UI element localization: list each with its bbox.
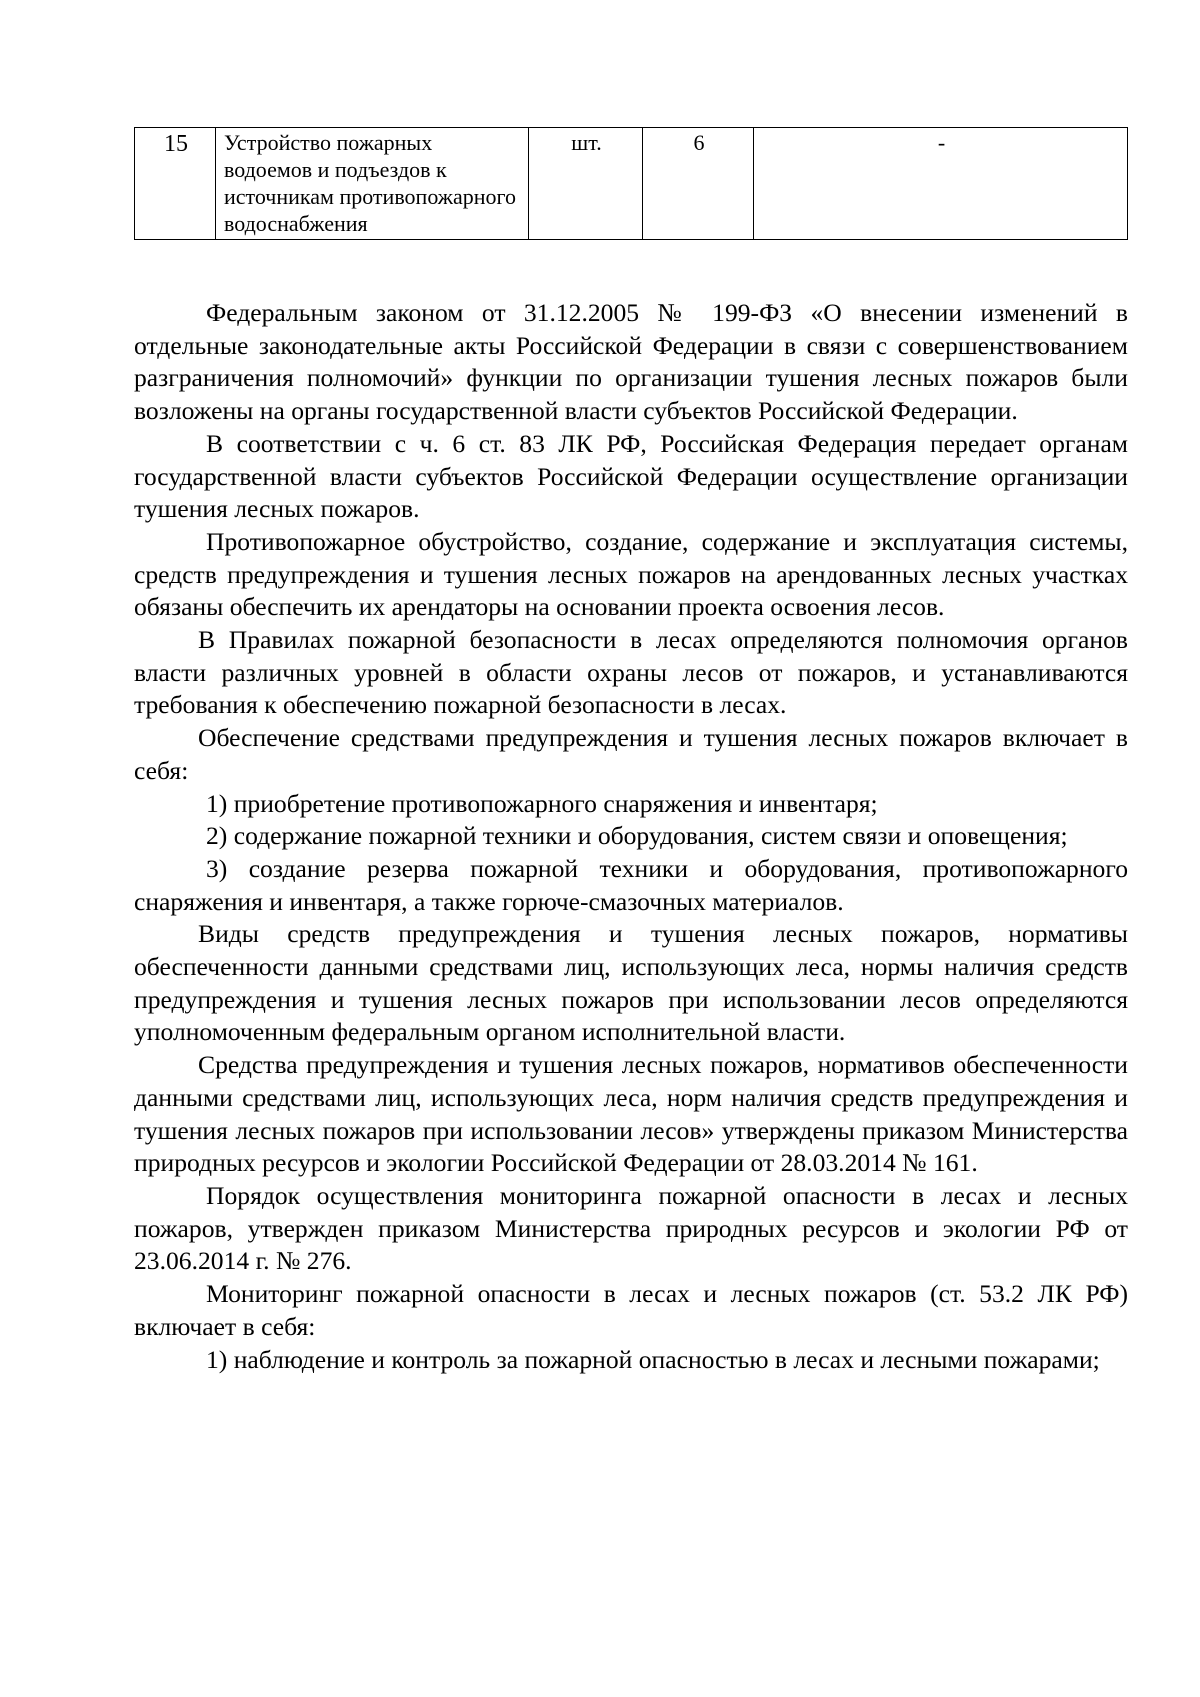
paragraph: Порядок осуществления мониторинга пожарной опасности в лесах и лесных пожаров, утвержден приказом Министерства природных ресурсов и экологии РФ от 23.06.2014 г. № 276. — [134, 1180, 1128, 1276]
paragraph: Виды средств предупреждения и тушения лесных пожаров, нормативы обеспеченности данными средствами лиц, использующих леса, нормы наличия средств предупреждения и тушения лесных пожаров при использовании лесов определяются уполномоченным федеральным органом исполнительной власти. — [134, 919, 1128, 1047]
works-table — [134, 127, 1128, 240]
work-name-cell: Устройство пожарных водоемов и подъездов к источникам противопожарного водоснабжения — [216, 128, 529, 240]
note-cell: - — [754, 128, 1128, 240]
list-item: 2) содержание пожарной техники и оборудования, систем связи и оповещения; — [206, 821, 1068, 851]
list-item: 1) наблюдение и контроль за пожарной опасностью в лесах и лесными пожарами; — [206, 1344, 1100, 1374]
unit-cell: шт. — [529, 128, 643, 240]
body-text — [134, 297, 1128, 1376]
quantity-cell: 6 — [643, 128, 754, 240]
paragraph: Средства предупреждения и тушения лесных пожаров, нормативов обеспеченности данными средствами лиц, использующих леса, норм наличия средств предупреждения и тушения лесных пожаров при использовании лесов» утверждены приказом Министерства природных ресурсов и экологии Российской Федерации от 28.03.2014 № 161. — [134, 1050, 1128, 1178]
paragraph: Противопожарное обустройство, создание, содержание и эксплуатация системы, средств предупреждения и тушения лесных пожаров на арендованных лесных участках обязаны обеспечить их арендаторы на основании проекта освоения лесов. — [134, 526, 1128, 622]
paragraph: В Правилах пожарной безопасности в лесах определяются полномочия органов власти различных уровней в области охраны лесов от пожаров, и устанавливаются требования к обеспечению пожарной безопасности в лесах. — [134, 625, 1128, 720]
list-item: 3) создание резерва пожарной техники и оборудования, противопожарного снаряжения и инвентаря, а также горюче-смазочных материалов. — [134, 853, 1128, 916]
paragraph: Мониторинг пожарной опасности в лесах и лесных пожаров (ст. 53.2 ЛК РФ) включает в себя: — [134, 1279, 1128, 1341]
list-item: 1) приобретение противопожарного снаряжения и инвентаря; — [206, 788, 878, 818]
table-row — [135, 128, 1128, 240]
paragraph: Обеспечение средствами предупреждения и тушения лесных пожаров включает в себя: — [134, 723, 1128, 785]
paragraph: В соответствии с ч. 6 ст. 83 ЛК РФ, Российская Федерация передает органам государственной власти субъектов Российской Федерации осуществление организации тушения лесных пожаров. — [134, 428, 1128, 524]
paragraph: Федеральным законом от 31.12.2005 № 199-ФЗ «О внесении изменений в отдельные законодательные акты Российской Федерации в связи с совершенствованием разграничения полномочий» функции по организации тушения лесных пожаров были возложены на органы государственной власти субъектов Российской Федерации. — [134, 298, 1128, 426]
row-number-cell: 15 — [135, 128, 216, 240]
